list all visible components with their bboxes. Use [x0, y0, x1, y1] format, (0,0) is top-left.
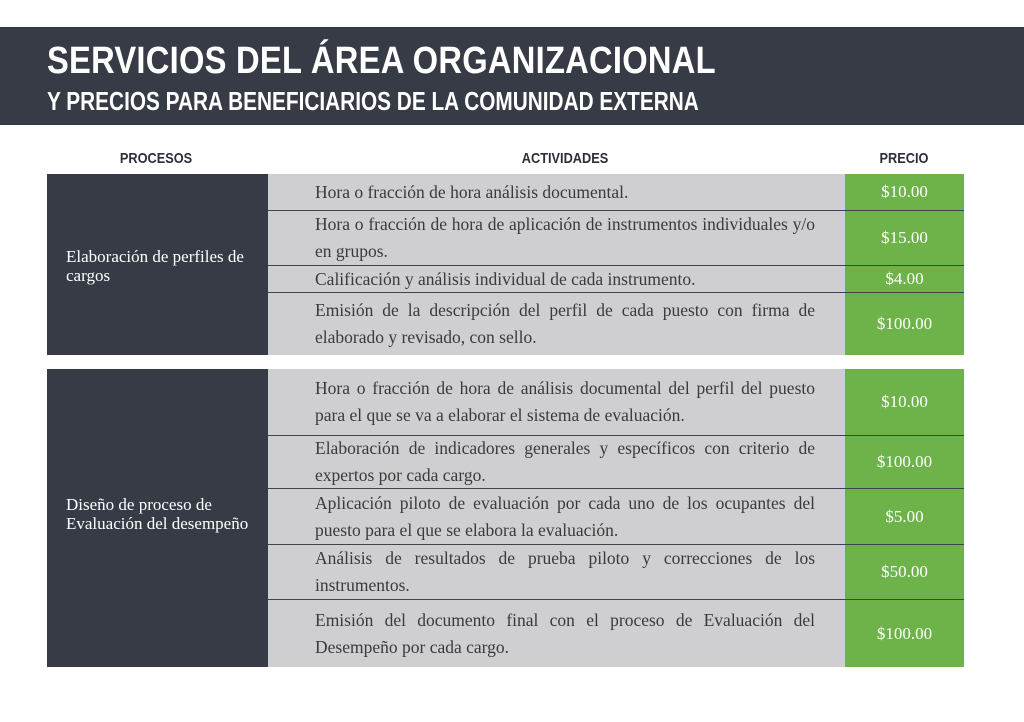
- price-cell: $10.00: [845, 174, 964, 210]
- activity-text: Aplicación piloto de evaluación por cada uno de los ocupantes del puesto para el que se elabora la evaluación.: [315, 492, 815, 540]
- table-row: [268, 266, 964, 292]
- activity-text: Hora o fracción de hora de aplicación de instrumentos individuales y/o en grupos.: [315, 214, 815, 261]
- activity-text: Calificación y análisis individual de cada instrumento.: [315, 268, 696, 289]
- process-group-evaluacion: [47, 369, 964, 667]
- process-group-perfiles: [47, 174, 964, 355]
- activity-cell: [268, 369, 845, 435]
- activity-cell: [268, 174, 845, 210]
- table-row: [268, 600, 964, 667]
- activity-cell: [268, 600, 845, 667]
- column-header-actividades: ACTIVIDADES: [521, 150, 609, 167]
- activity-cell: [268, 489, 845, 544]
- activity-cell: [268, 211, 845, 265]
- process-cell: [47, 369, 268, 667]
- price-cell: $10.00: [845, 369, 964, 435]
- table-row: [268, 545, 964, 599]
- price-cell: $100.00: [845, 293, 964, 355]
- page-subtitle: Y PRECIOS PARA BENEFICIARIOS DE LA COMUNIDAD EXTERNA: [47, 86, 699, 116]
- table-row: [268, 174, 964, 210]
- activity-text: Emisión del documento final con el proceso de Evaluación del Desempeño por cada cargo.: [315, 609, 815, 657]
- process-label: Elaboración de perfiles de cargos: [66, 247, 244, 285]
- table-row: [268, 369, 964, 435]
- page-title: SERVICIOS DEL ÁREA ORGANIZACIONAL: [47, 40, 716, 82]
- price-cell: $5.00: [845, 489, 964, 544]
- price-cell: $100.00: [845, 600, 964, 667]
- title-banner: [0, 27, 1024, 125]
- activity-cell: [268, 436, 845, 488]
- process-cell: [47, 174, 268, 355]
- price-cell: $15.00: [845, 211, 964, 265]
- table-row: [268, 489, 964, 544]
- activity-cell: [268, 545, 845, 599]
- activity-text: Análisis de resultados de prueba piloto y correcciones de los instrumentos.: [315, 548, 815, 595]
- activity-text: Hora o fracción de hora de análisis documental del perfil del puesto para el que se va a elaborar el sistema de evaluación.: [315, 378, 815, 425]
- table-row: [268, 211, 964, 265]
- price-cell: $100.00: [845, 436, 964, 488]
- activity-cell: [268, 266, 845, 292]
- table-row: [268, 293, 964, 355]
- activity-cell: [268, 293, 845, 355]
- activity-text: Hora o fracción de hora análisis documental.: [315, 181, 629, 202]
- column-header-procesos: PROCESOS: [119, 150, 193, 167]
- price-cell: $50.00: [845, 545, 964, 599]
- activity-text: Elaboración de indicadores generales y específicos con criterio de expertos por cada cargo.: [315, 438, 815, 485]
- activity-text: Emisión de la descripción del perfil de cada puesto con firma de elaborado y revisado, con sello.: [315, 300, 815, 347]
- column-header-precio: PRECIO: [879, 150, 929, 167]
- process-label: Diseño de proceso de Evaluación del desempeño: [66, 495, 249, 533]
- price-cell: $4.00: [845, 266, 964, 292]
- table-row: [268, 436, 964, 488]
